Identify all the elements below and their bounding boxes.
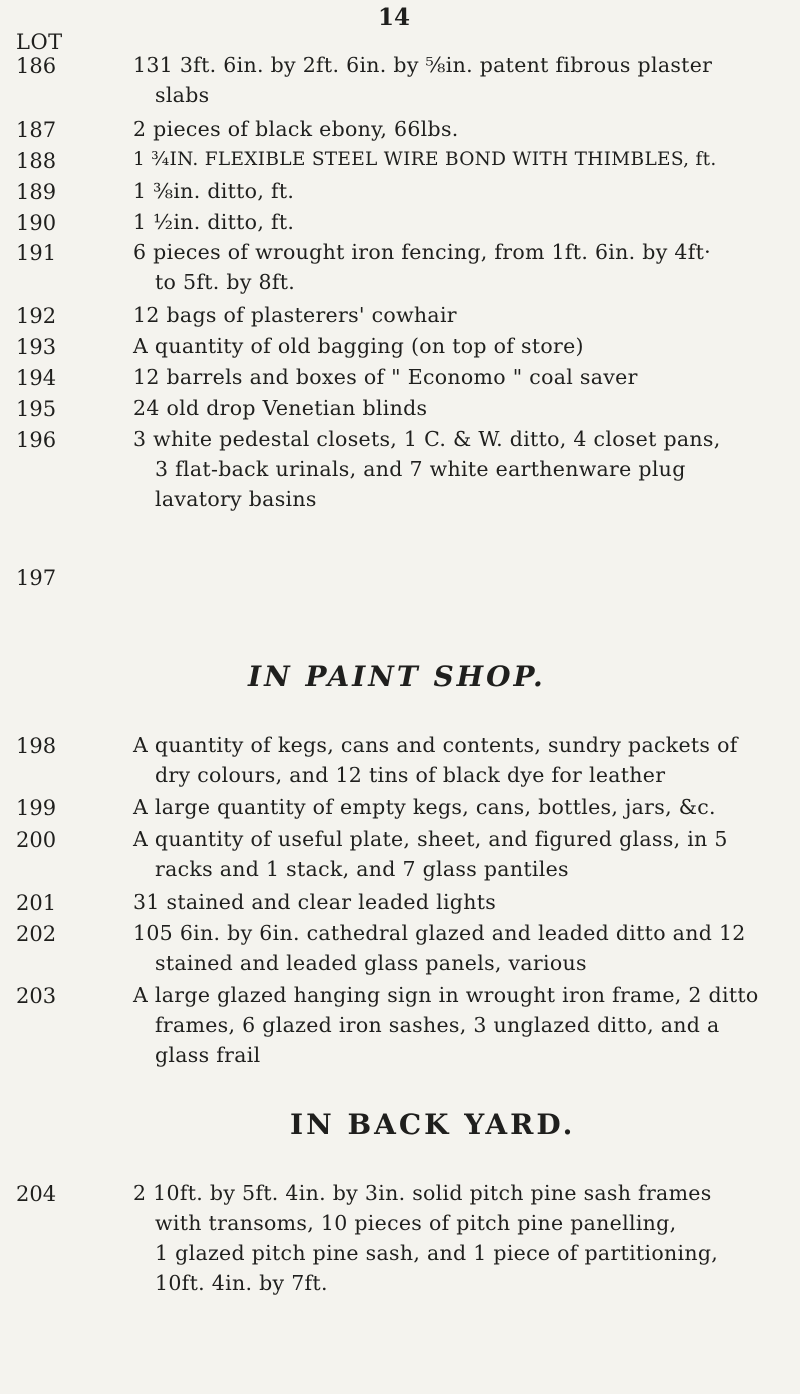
lot-number: 203	[16, 984, 57, 1008]
lot-description	[133, 50, 738, 110]
lot-description	[133, 393, 738, 423]
description-line: stained and leaded glass panels, various	[155, 951, 587, 975]
description-line: 12 bags of plasterers' cowhair	[133, 303, 457, 327]
lot-column-header: LOT	[16, 30, 63, 54]
lot-description	[133, 207, 738, 237]
lot-description	[133, 424, 738, 514]
lot-number: 192	[16, 304, 57, 328]
description-line: 105 6in. by 6in. cathedral glazed and leaded ditto and 12	[133, 921, 746, 945]
lot-number: 194	[16, 366, 57, 390]
description-line: dry colours, and 12 tins of black dye for leather	[155, 763, 666, 787]
lot-description	[133, 1178, 738, 1298]
lot-description	[133, 176, 738, 206]
description-line: 1 ¾IN. FLEXIBLE STEEL WIRE BOND WITH THIMBLES, ft.	[133, 149, 717, 170]
lot-number: 200	[16, 828, 57, 852]
description-line: 3 white pedestal closets, 1 C. & W. ditto, 4 closet pans,	[133, 427, 721, 451]
description-line: 12 barrels and boxes of " Economo " coal saver	[133, 365, 638, 389]
lot-number: 188	[16, 149, 57, 173]
lot-number: 202	[16, 922, 57, 946]
description-line: 3 flat-back urinals, and 7 white earthenware plug	[155, 457, 686, 481]
lot-description	[133, 237, 738, 297]
page-number: 14	[378, 4, 411, 31]
lot-description	[133, 980, 759, 1070]
description-line: slabs	[155, 83, 210, 107]
description-line: A quantity of useful plate, sheet, and figured glass, in 5	[133, 827, 728, 851]
description-line: racks and 1 stack, and 7 glass pantiles	[155, 857, 569, 881]
description-line: 1 glazed pitch pine sash, and 1 piece of partitioning,	[155, 1241, 719, 1265]
description-line: with transoms, 10 pieces of pitch pine panelling,	[155, 1211, 677, 1235]
lot-number: 195	[16, 397, 57, 421]
lot-description	[133, 824, 738, 884]
description-line: frames, 6 glazed iron sashes, 3 unglazed ditto, and a	[155, 1013, 720, 1037]
description-line: A quantity of kegs, cans and contents, sundry packets of	[133, 733, 738, 757]
description-line: 31 stained and clear leaded lights	[133, 890, 497, 914]
description-line: 2 pieces of black ebony, 66lbs.	[133, 117, 459, 141]
lot-number: 199	[16, 796, 57, 820]
description-line: A quantity of old bagging (on top of store)	[133, 334, 584, 358]
lot-number: 191	[16, 241, 57, 265]
lot-description	[133, 145, 738, 175]
lot-description	[133, 887, 738, 917]
lot-description	[133, 918, 746, 978]
description-line: A large glazed hanging sign in wrought iron frame, 2 ditto	[133, 983, 759, 1007]
lot-description	[133, 114, 738, 144]
description-line: to 5ft. by 8ft.	[155, 270, 296, 294]
description-line: 24 old drop Venetian blinds	[133, 396, 428, 420]
description-line: 131 3ft. 6in. by 2ft. 6in. by ⅝in. patent fibrous plaster	[133, 53, 713, 77]
lot-number: 204	[16, 1182, 57, 1206]
lot-number: 201	[16, 891, 57, 915]
lot-number: 197	[16, 566, 57, 590]
lot-number: 198	[16, 734, 57, 758]
description-line: glass frail	[155, 1043, 261, 1067]
lot-number: 196	[16, 428, 57, 452]
lot-description	[133, 792, 738, 822]
lot-number: 186	[16, 54, 57, 78]
lot-description	[133, 730, 738, 790]
description-line: lavatory basins	[155, 487, 317, 511]
description-line: 1 ½in. ditto, ft.	[133, 210, 295, 234]
lot-number: 190	[16, 211, 57, 235]
description-line: 1 ⅜in. ditto, ft.	[133, 179, 295, 203]
description-line: 10ft. 4in. by 7ft.	[155, 1271, 328, 1295]
description-line: A large quantity of empty kegs, cans, bottles, jars, &c.	[133, 795, 716, 819]
lot-description	[133, 362, 738, 392]
description-line: 6 pieces of wrought iron fencing, from 1ft. 6in. by 4ft·	[133, 240, 711, 264]
lot-number: 189	[16, 180, 57, 204]
section-heading-paint-shop: IN PAINT SHOP.	[248, 660, 546, 693]
description-line: 2 10ft. by 5ft. 4in. by 3in. solid pitch pine sash frames	[133, 1181, 712, 1205]
section-heading-back-yard: IN BACK YARD.	[290, 1108, 576, 1141]
lot-number: 187	[16, 118, 57, 142]
lot-description	[133, 300, 738, 330]
lot-description	[133, 331, 738, 361]
lot-number: 193	[16, 335, 57, 359]
